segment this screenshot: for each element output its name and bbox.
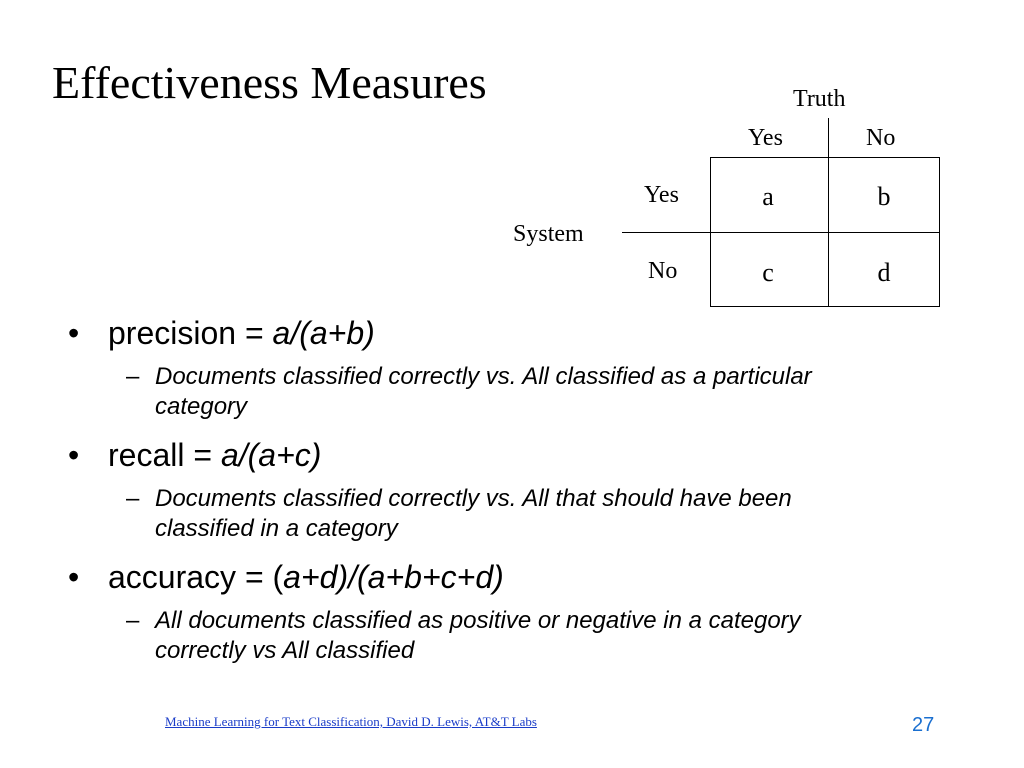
cell-false-negative: c: [762, 258, 774, 287]
bullet-line: [66, 434, 966, 476]
column-header-no: No: [866, 125, 896, 151]
cell-true-negative: d: [877, 258, 891, 287]
bullet-accuracy: [66, 556, 966, 666]
system-label: System: [513, 221, 584, 247]
bullet-formula: a+d)/(a+b+c+d): [283, 559, 504, 595]
sub-bullet: [66, 362, 875, 422]
sub-bullet-text: All documents classified as positive or negative in a category correctly vs All classified: [155, 607, 801, 664]
dash: –: [126, 485, 140, 512]
bullet-dot: •: [68, 315, 80, 351]
bullet-line: [66, 312, 966, 354]
bullet-precision: [66, 312, 966, 422]
row-header-no: No: [648, 258, 678, 284]
grid-line-middle: [622, 232, 940, 233]
bullet-label: recall =: [108, 437, 221, 473]
bullet-dot: •: [68, 559, 80, 595]
bullet-formula: a/(a+b): [272, 315, 375, 351]
sub-bullet-text: Documents classified correctly vs. All classified as a particular category: [155, 363, 812, 420]
slide-title: Effectiveness Measures: [52, 57, 487, 108]
grid-line-right: [939, 157, 940, 307]
cell-false-positive: b: [877, 182, 891, 211]
page-number: 27: [912, 714, 935, 736]
bullet-dot: •: [68, 437, 80, 473]
grid-line-center: [828, 118, 829, 307]
grid-line-left: [710, 157, 711, 307]
grid-line-top: [710, 157, 940, 158]
sub-bullet-text: Documents classified correctly vs. All that should have been classified in a category: [155, 485, 792, 542]
sub-bullet: [66, 606, 875, 666]
dash: –: [126, 607, 140, 634]
bullet-label: precision =: [108, 315, 273, 351]
bullet-formula: a/(a+c): [220, 437, 322, 473]
dash: –: [126, 363, 140, 390]
grid-line-bottom: [710, 306, 940, 307]
row-header-yes: Yes: [644, 182, 679, 208]
cell-true-positive: a: [762, 182, 774, 211]
truth-label: Truth: [793, 86, 846, 112]
bullet-label: accuracy = (: [108, 559, 284, 595]
column-header-yes: Yes: [748, 125, 783, 151]
sub-bullet: [66, 484, 875, 544]
bullet-list: [66, 312, 966, 678]
bullet-recall: [66, 434, 966, 544]
bullet-line: [66, 556, 966, 598]
footer-link[interactable]: Machine Learning for Text Classification, David D. Lewis, AT&T Labs: [165, 714, 537, 729]
